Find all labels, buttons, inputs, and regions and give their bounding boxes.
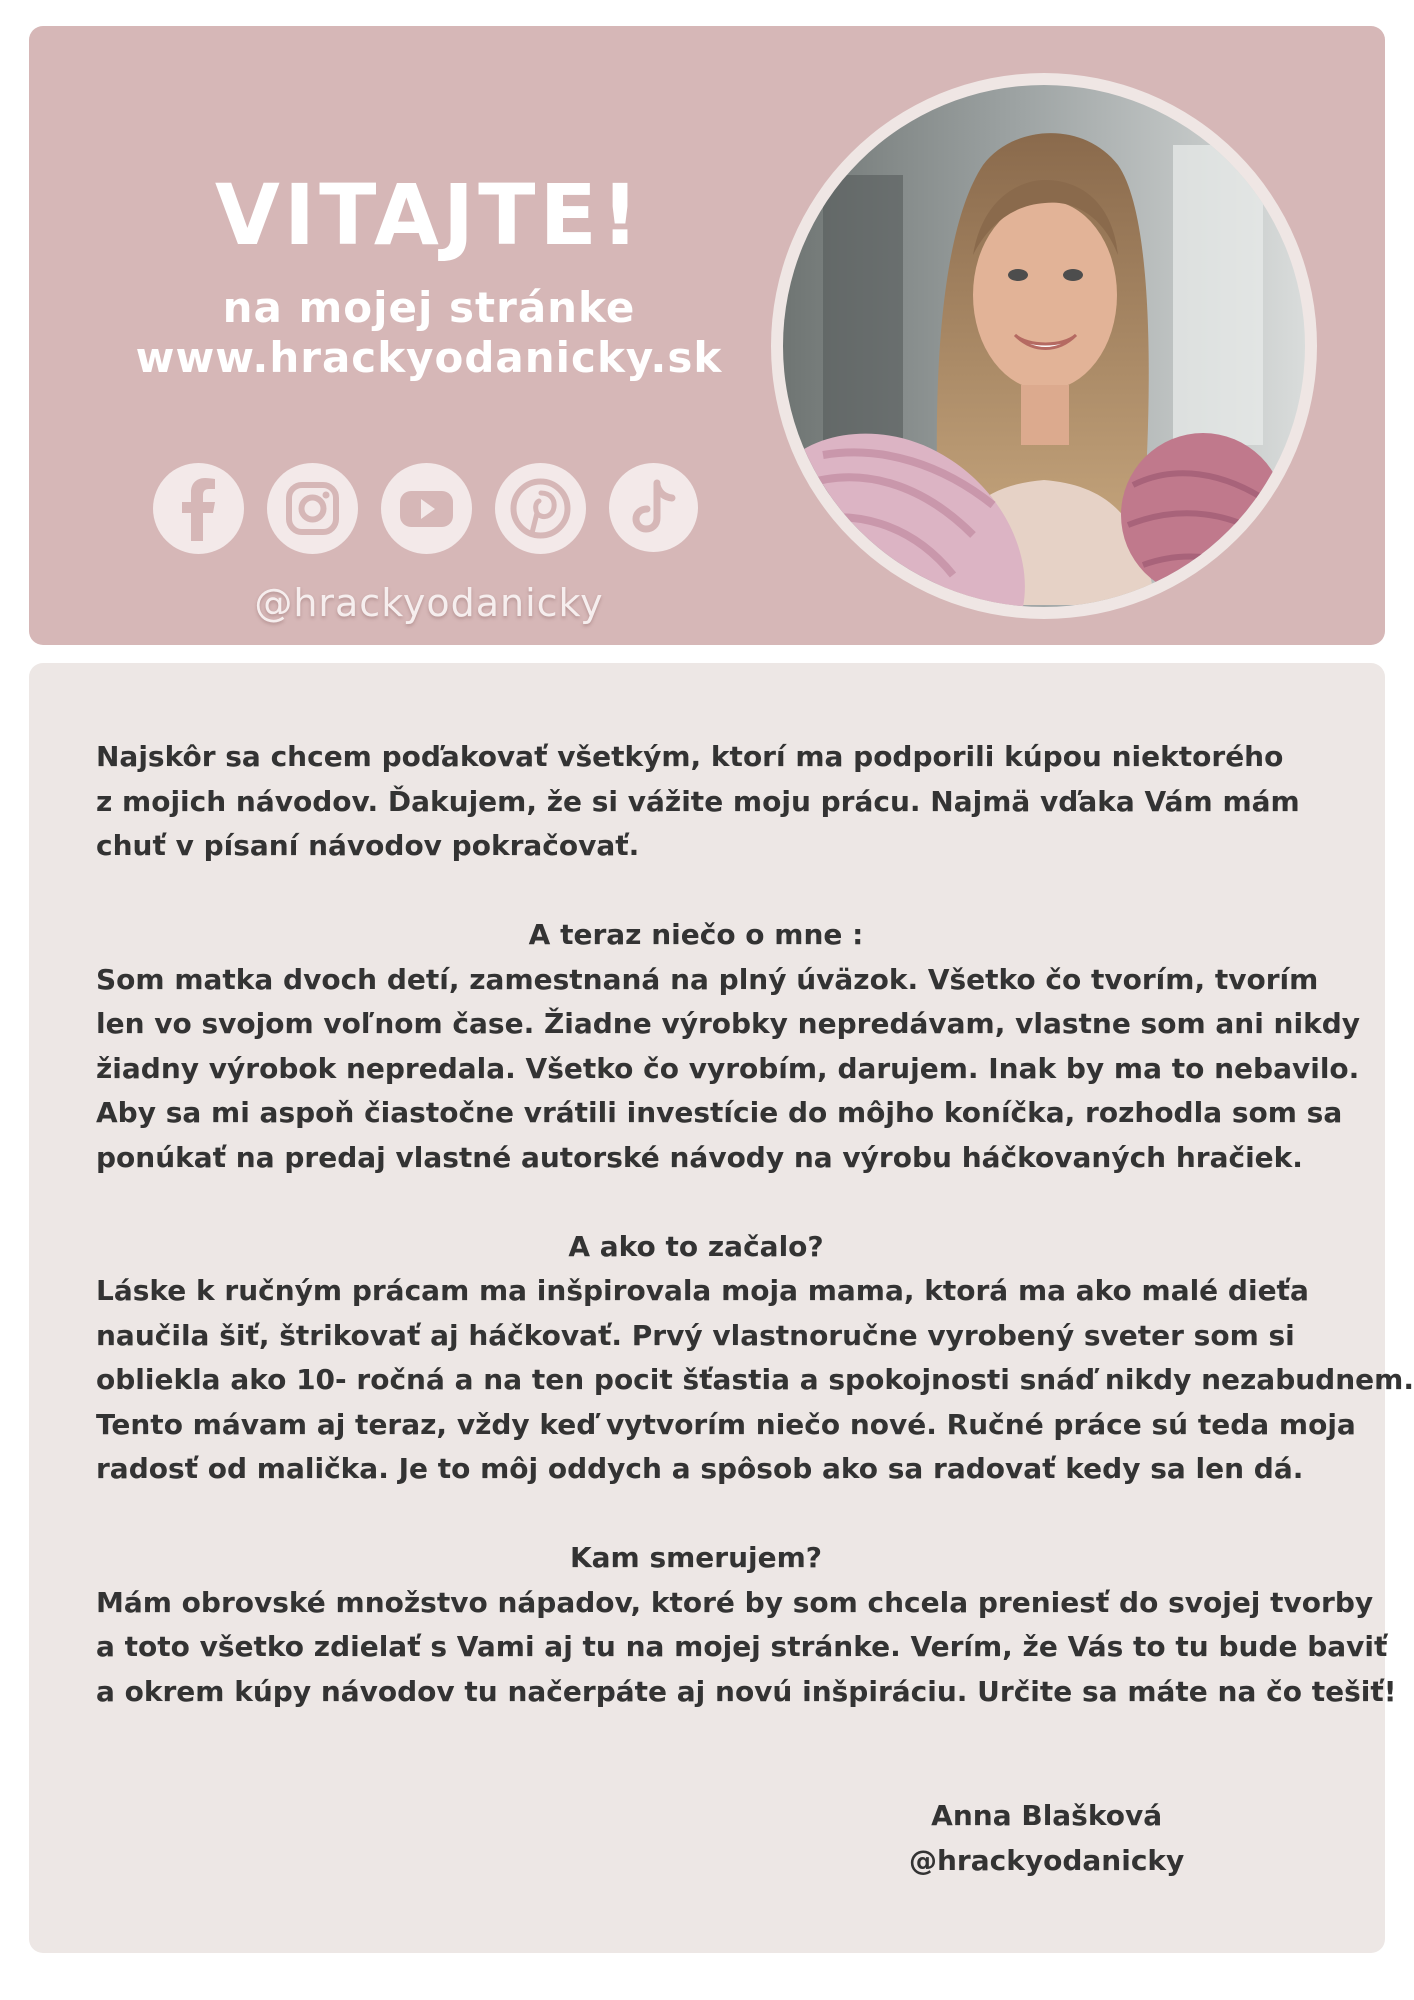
header-card [29, 26, 1385, 645]
subtitle [29, 283, 829, 383]
intro-line: chuť v písaní návodov pokračovať. [96, 829, 640, 862]
page-title: VITAJTE! [214, 166, 644, 264]
about-line: žiadny výrobok nepredala. Všetko čo vyrobím, darujem. Inak by ma to nebavilo. [96, 1051, 1360, 1085]
start-heading: A ako to začalo? [568, 1229, 824, 1263]
start-line: naučila šiť, štrikovať aj háčkovať. Prvý vlastnoručne vyrobený sveter som si [96, 1318, 1295, 1352]
signature-name: Anna Blašková [931, 1799, 1163, 1832]
portrait-photo [771, 73, 1317, 619]
social-handle: @hrackyodanicky [254, 581, 604, 625]
signature-handle: @hrackyodanicky [909, 1843, 1185, 1877]
start-line: obliekla ako 10- ročná a na ten pocit šťastia a spokojnosti snáď nikdy nezabudnem. [96, 1363, 1414, 1396]
future-line: Mám obrovské množstvo nápadov, ktoré by som chcela preniesť do svojej tvorby [96, 1585, 1374, 1619]
about-line: ponúkať na predaj vlastné autorské návody na výrobu háčkovaných hračiek. [96, 1140, 1303, 1174]
letter-text [96, 735, 1414, 1714]
future-heading: Kam smerujem? [569, 1541, 823, 1574]
facebook-icon[interactable] [153, 463, 244, 554]
start-line: Tento mávam aj teraz, vždy keď vytvorím niečo nové. Ručné práce sú teda moja [96, 1407, 1356, 1441]
intro-line: z mojich návodov. Ďakujem, že si vážite moju prácu. Najmä vďaka Vám mám [96, 784, 1300, 818]
content-card [29, 663, 1414, 1953]
about-line: Som matka dvoch detí, zamestnaná na plný úväzok. Všetko čo tvorím, tvorím [96, 962, 1319, 996]
future-line: a toto všetko zdielať s Vami aj tu na mojej stránke. Verím, že Vás to tu bude baviť [96, 1630, 1388, 1663]
subtitle-line: na mojej stránke [222, 283, 636, 332]
pinterest-icon[interactable] [495, 463, 586, 554]
start-line: Láske k ručným prácam ma inšpirovala moja mama, ktorá ma ako malé dieťa [96, 1274, 1309, 1307]
signature [909, 1794, 1184, 1883]
youtube-icon[interactable] [381, 463, 472, 554]
start-line: radosť od malička. Je to môj oddych a spôsob ako sa radovať kedy sa len dá. [96, 1452, 1304, 1485]
instagram-icon[interactable] [267, 463, 358, 554]
social-links [153, 463, 698, 554]
website-link[interactable]: www.hrackyodanicky.sk [135, 333, 723, 382]
tiktok-icon[interactable] [609, 463, 698, 552]
intro-line: Najskôr sa chcem poďakovať všetkým, ktorí ma podporili kúpou niektorého [96, 740, 1284, 773]
future-line: a okrem kúpy návodov tu načerpáte aj novú inšpiráciu. Určite sa máte na čo tešiť! [96, 1674, 1397, 1708]
about-heading: A teraz niečo o mne : [528, 918, 864, 951]
about-line: Aby sa mi aspoň čiastočne vrátili investície do môjho koníčka, rozhodla som sa [96, 1096, 1343, 1129]
about-line: len vo svojom voľnom čase. Žiadne výrobky nepredávam, vlastne som ani nikdy [96, 1007, 1361, 1040]
